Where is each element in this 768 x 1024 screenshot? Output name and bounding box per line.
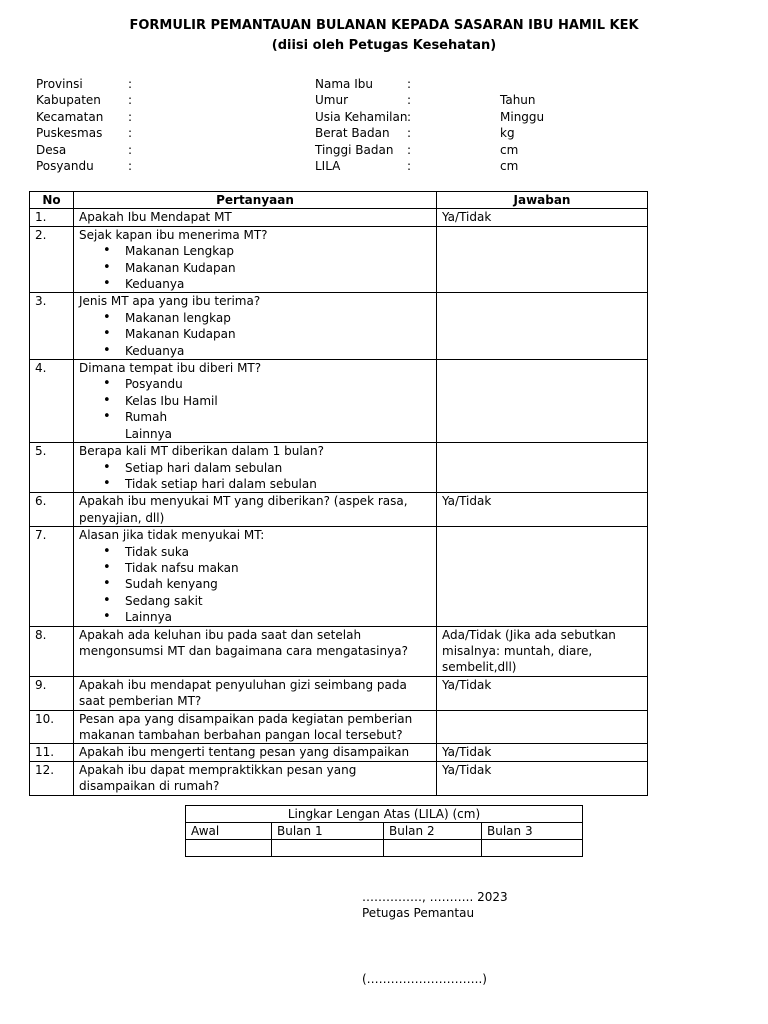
field-colon: : — [128, 158, 133, 173]
table-row — [30, 527, 648, 626]
question-number: 5. — [30, 443, 74, 493]
field-unit: Minggu — [500, 109, 545, 124]
option-item: • Posyandu — [125, 376, 431, 392]
question-text: Apakah ibu mengerti tentang pesan yang disampaikan — [79, 745, 410, 760]
field-colon: : — [407, 126, 412, 141]
table-row — [30, 226, 648, 293]
option-item: • Makanan Kudapan — [125, 326, 431, 342]
field-colon: : — [128, 77, 133, 91]
field-colon: : — [407, 77, 412, 91]
question-number: 1. — [30, 209, 74, 226]
answer-cell: Ya/Tidak — [437, 493, 648, 527]
column-header-question: Pertanyaan — [74, 192, 437, 209]
option-item: • Kelas Ibu Hamil — [125, 393, 431, 409]
field-label: Usia Kehamilan — [315, 109, 408, 124]
lila-title-row — [186, 806, 583, 823]
option-item: Lainnya — [125, 426, 173, 441]
option-list — [79, 460, 431, 493]
option-list — [79, 376, 431, 442]
field-colon: : — [128, 142, 133, 157]
lila-value-bulan-2[interactable] — [384, 840, 482, 857]
table-row — [30, 626, 648, 676]
question-cell — [74, 626, 437, 676]
answer-cell: Ya/Tidak — [437, 744, 648, 761]
option-list — [79, 544, 431, 626]
field-unit: Tahun — [500, 93, 536, 108]
field-colon: : — [128, 93, 133, 108]
field-unit: kg — [500, 126, 515, 141]
field-colon: : — [407, 158, 412, 173]
table-row — [30, 443, 648, 493]
option-list — [79, 310, 431, 359]
question-cell — [74, 360, 437, 443]
question-number: 6. — [30, 493, 74, 527]
option-item: • Keduanya — [125, 276, 431, 292]
lila-value-awal[interactable] — [186, 840, 272, 857]
question-text: Apakah Ibu Mendapat MT — [79, 210, 232, 225]
question-text: Apakah ada keluhan ibu pada saat dan setelah mengonsumsi MT dan bagaimana cara mengatasinya? — [79, 627, 408, 658]
question-number: 4. — [30, 360, 74, 443]
option-item: • Tidak suka — [125, 544, 431, 560]
field-label: Posyandu — [36, 158, 94, 173]
field-colon: : — [407, 109, 412, 124]
question-cell — [74, 527, 437, 626]
option-item: • Lainnya — [125, 609, 431, 625]
question-text: Apakah ibu dapat mempraktikkan pesan yang disampaikan di rumah? — [79, 762, 357, 794]
answer-cell: Ada/Tidak (Jika ada sebutkan misalnya: muntah, diare, sembelit,dll) — [437, 626, 648, 676]
question-cell — [74, 744, 437, 761]
option-item: • Rumah — [125, 409, 431, 425]
table-row — [30, 493, 648, 527]
question-cell — [74, 443, 437, 493]
question-number: 11. — [30, 744, 74, 761]
table-row — [30, 209, 648, 226]
answer-cell — [437, 226, 648, 293]
table-row — [30, 360, 648, 443]
question-cell — [74, 209, 437, 226]
signature-role: Petugas Pemantau — [362, 906, 475, 920]
field-colon: : — [407, 93, 412, 108]
question-cell — [74, 493, 437, 527]
question-text: Apakah ibu mendapat penyuluhan gizi seimbang pada saat pemberian MT? — [79, 677, 407, 709]
lila-column-awal: Awal — [186, 823, 272, 840]
form-subtitle: (diisi oleh Petugas Kesehatan) — [271, 38, 497, 53]
signature-name-line: (………………………..) — [362, 972, 487, 986]
table-row — [30, 744, 648, 761]
option-item: • Makanan Lengkap — [125, 243, 431, 259]
question-number: 10. — [30, 710, 74, 744]
answer-cell: Ya/Tidak — [437, 209, 648, 226]
field-label: LILA — [315, 158, 341, 173]
question-cell — [74, 761, 437, 795]
field-colon: : — [407, 142, 412, 157]
signature-date-line: ……………, ……….. 2023 — [362, 890, 508, 904]
question-text: Alasan jika tidak menyukai MT: — [79, 528, 265, 543]
lila-header-row — [186, 823, 583, 840]
answer-cell — [437, 710, 648, 744]
field-label: Umur — [315, 93, 349, 108]
option-item: • Setiap hari dalam sebulan — [125, 460, 431, 476]
field-label: Kecamatan — [36, 109, 104, 124]
lila-column-bulan-2: Bulan 2 — [384, 823, 482, 840]
lila-value-bulan-1[interactable] — [272, 840, 384, 857]
question-text: Pesan apa yang disampaikan pada kegiatan pemberian makanan tambahan berbahan pangan local tersebut? — [79, 711, 413, 742]
option-item: • Keduanya — [125, 343, 431, 359]
question-number: 2. — [30, 226, 74, 293]
column-header-answer: Jawaban — [437, 192, 648, 209]
lila-value-row — [186, 840, 583, 857]
lila-column-bulan-3: Bulan 3 — [482, 823, 583, 840]
lila-value-bulan-3[interactable] — [482, 840, 583, 857]
field-colon: : — [128, 126, 133, 141]
answer-cell — [437, 360, 648, 443]
table-row — [30, 293, 648, 360]
option-list — [79, 243, 431, 292]
answer-cell — [437, 443, 648, 493]
question-number: 7. — [30, 527, 74, 626]
option-item: • Tidak nafsu makan — [125, 560, 431, 576]
lila-table-title: Lingkar Lengan Atas (LILA) (cm) — [186, 806, 583, 823]
field-unit: cm — [500, 142, 519, 157]
answer-cell — [437, 293, 648, 360]
identity-header — [36, 76, 736, 174]
lila-column-bulan-1: Bulan 1 — [272, 823, 384, 840]
question-cell — [74, 710, 437, 744]
question-number: 8. — [30, 626, 74, 676]
table-row — [30, 761, 648, 795]
question-text: Apakah ibu menyukai MT yang diberikan? (aspek rasa, penyajian, dll) — [79, 494, 408, 525]
option-item: • Makanan lengkap — [125, 310, 431, 326]
question-text: Berapa kali MT diberikan dalam 1 bulan? — [79, 444, 324, 459]
field-label: Kabupaten — [36, 93, 101, 108]
field-label: Desa — [36, 142, 67, 157]
answer-cell: Ya/Tidak — [437, 761, 648, 795]
question-cell — [74, 293, 437, 360]
question-cell — [74, 676, 437, 710]
field-label: Tinggi Badan — [315, 142, 394, 157]
column-header-no: No — [30, 192, 74, 209]
field-label: Nama Ibu — [315, 77, 373, 91]
field-label: Berat Badan — [315, 126, 390, 141]
table-header-row — [30, 192, 648, 209]
field-colon: : — [128, 109, 133, 124]
table-row — [30, 676, 648, 710]
question-number: 9. — [30, 676, 74, 710]
table-row — [30, 710, 648, 744]
field-label: Provinsi — [36, 77, 83, 91]
field-label: Puskesmas — [36, 126, 103, 141]
question-text: Dimana tempat ibu diberi MT? — [79, 361, 262, 376]
field-unit: cm — [500, 158, 519, 173]
question-text: Jenis MT apa yang ibu terima? — [79, 294, 261, 309]
question-number: 12. — [30, 761, 74, 795]
answer-cell: Ya/Tidak — [437, 676, 648, 710]
questionnaire-table — [29, 191, 648, 796]
form-title: FORMULIR PEMANTAUAN BULANAN KEPADA SASARAN IBU HAMIL KEK — [129, 18, 639, 33]
question-cell — [74, 226, 437, 293]
option-item: • Makanan Kudapan — [125, 260, 431, 276]
question-number: 3. — [30, 293, 74, 360]
lila-table — [185, 805, 583, 857]
option-item: • Sudah kenyang — [125, 576, 431, 592]
question-text: Sejak kapan ibu menerima MT? — [79, 227, 268, 242]
option-item: • Sedang sakit — [125, 593, 431, 609]
option-item: • Tidak setiap hari dalam sebulan — [125, 476, 431, 492]
answer-cell — [437, 527, 648, 626]
